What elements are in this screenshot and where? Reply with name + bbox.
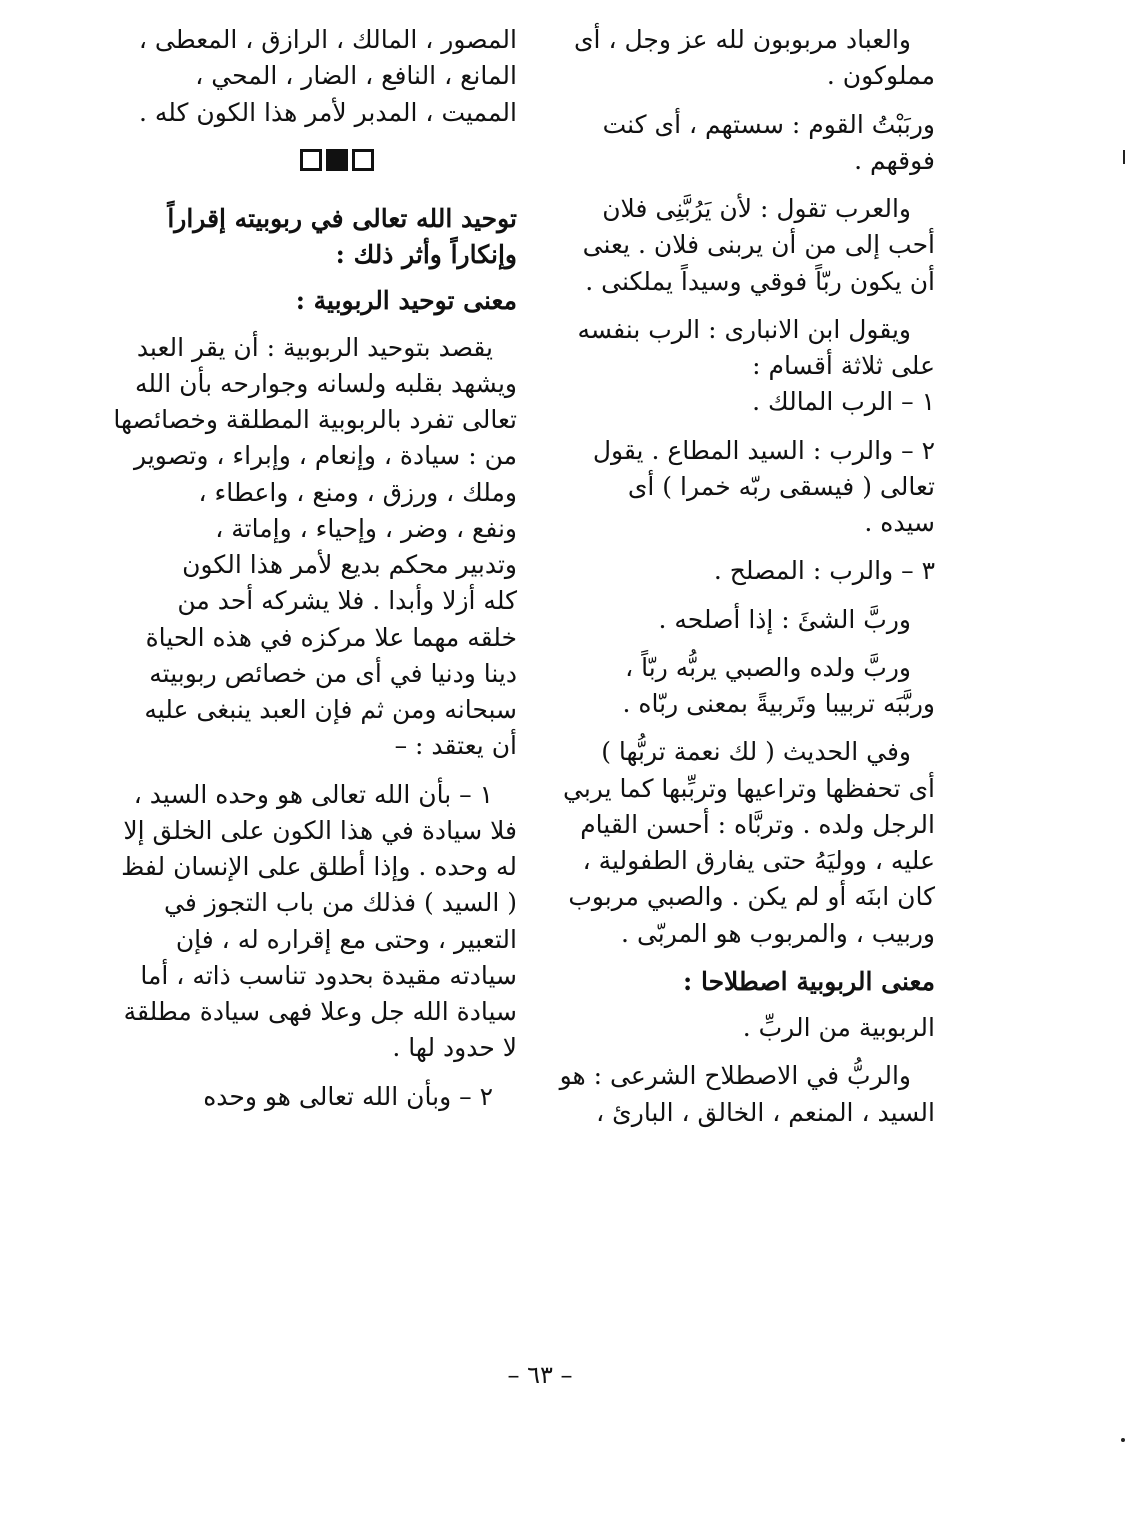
scan-edge-dot xyxy=(1121,1438,1125,1442)
text-line: أحب إلى من أن يربنى فلان . يعنى xyxy=(582,230,935,260)
paragraph xyxy=(563,433,935,542)
text-line: سيادته مقيدة بحدود تناسب ذاته ، أما xyxy=(140,960,517,990)
text-line: له وحده . وإذا أطلق على الإنسان لفظ xyxy=(121,852,517,881)
text-line: الربوبية من الربِّ . xyxy=(742,1013,935,1042)
text-line: السيد ، المنعم ، الخالق ، البارئ ، xyxy=(596,1097,935,1127)
paragraph xyxy=(563,602,935,638)
text-line: ١ – الرب المالك . xyxy=(752,387,935,417)
paragraph xyxy=(563,22,935,95)
paragraph xyxy=(138,22,517,131)
text-line: وربيب ، والمربوب هو المربّى . xyxy=(621,918,935,948)
text-line: ١ – بأن الله تعالى هو وحده السيد ، xyxy=(133,779,493,809)
ornament-filled-box-icon xyxy=(326,149,348,171)
text-line: من : سيادة ، وإنعام ، وإبراء ، وتصوير xyxy=(134,441,517,471)
text-line: على ثلاثة أقسام : xyxy=(752,351,935,380)
text-line: أى تحفظها وتراعيها وتربِّبها كما يربي xyxy=(563,773,935,803)
left-column-top-text xyxy=(138,22,517,131)
text-line: سيده . xyxy=(864,508,935,537)
text-line: أن يعتقد : – xyxy=(394,731,517,761)
text-line: عليه ، ووليَهُ حتى يفارق الطفولية ، xyxy=(582,846,935,875)
paragraph xyxy=(559,1058,935,1131)
text-line: وملك ، ورزق ، ومنع ، واعطاء ، xyxy=(198,477,517,507)
text-line: ونفع ، وضر ، وإحياء ، وإماتة ، xyxy=(215,513,517,543)
paragraph xyxy=(121,777,517,1067)
text-line: وربَّ ولده والصبي يربُّه ربّاً ، xyxy=(625,652,911,682)
paragraph xyxy=(157,1079,517,1115)
section-divider-ornament xyxy=(157,149,517,171)
text-line: المميت ، المدبر لأمر هذا الكون كله . xyxy=(138,97,517,127)
text-line: ٢ – وبأن الله تعالى هو وحده xyxy=(203,1081,493,1111)
text-line: والربُّ في الاصطلاح الشرعى : هو xyxy=(559,1061,911,1091)
text-line: دينا ودنيا في أى من خصائص ربوبيته xyxy=(149,658,517,688)
text-line: ٢ – والرب : السيد المطاع . يقول xyxy=(592,435,935,465)
ornament-box-icon xyxy=(352,149,374,171)
section-subheading xyxy=(157,283,517,319)
text-line: المصور ، المالك ، الرازق ، المعطى ، xyxy=(138,25,517,54)
ornament-box-icon xyxy=(300,149,322,171)
text-line: فوقهم . xyxy=(854,145,935,175)
paragraph xyxy=(563,553,935,589)
text-line: كله أزلا وأبدا . فلا يشركه أحد من xyxy=(177,586,517,616)
text-line: وتدبير محكم بديع لأمر هذا الكون xyxy=(182,550,517,579)
right-column xyxy=(559,22,935,1143)
column-heading xyxy=(563,964,935,1000)
text-line: خلقه مهما علا مركزه في هذه الحياة xyxy=(145,622,517,652)
text-line: تعالى ( فيسقى ربّه خمرا ) أى xyxy=(627,471,935,501)
paragraph xyxy=(563,107,935,180)
text-line: معنى الربوبية اصطلاحا : xyxy=(683,966,935,996)
paragraph xyxy=(563,1010,935,1046)
text-line: والعباد مربوبون لله عز وجل ، أى xyxy=(573,25,911,54)
text-line: وربَّبَه تربيبا وتَربيةً بمعنى ربّاه . xyxy=(622,689,935,718)
text-line: سبحانه ومن ثم فإن العبد ينبغى عليه xyxy=(144,695,517,724)
text-line: وفي الحديث ( لك نعمة تربُّها ) xyxy=(601,737,911,767)
scan-edge-mark xyxy=(1123,150,1125,164)
heading-line: توحيد الله تعالى في ربوبيته إقراراً xyxy=(167,203,517,233)
text-line: لا حدود لها . xyxy=(392,1033,517,1063)
text-line: كان ابنَه أو لم يكن . والصبي مربوب xyxy=(568,882,935,912)
heading-line: وإنكاراً وأثر ذلك : xyxy=(335,240,517,269)
text-line: ( السيد ) فذلك من باب التجوز في xyxy=(164,888,517,918)
text-line: الرجل ولده . وتربَّاه : أحسن القيام xyxy=(580,809,935,839)
section-heading xyxy=(157,201,517,274)
text-line: وربَّ الشئَ : إذا أصلحه . xyxy=(658,604,911,634)
text-line: سيادة الله جل وعلا فهى سيادة مطلقة xyxy=(123,997,517,1026)
paragraph xyxy=(563,650,935,723)
text-line: والعرب تقول : لأن يَرُبَّنِى فلان xyxy=(602,194,911,223)
text-line: ويشهد بقلبه ولسانه وجوارحه بأن الله xyxy=(134,368,517,398)
text-line: المانع ، النافع ، الضار ، المحي ، xyxy=(195,61,517,91)
paragraph xyxy=(113,330,517,765)
left-column xyxy=(113,22,517,1127)
paragraph xyxy=(563,191,935,300)
text-line: ٣ – والرب : المصلح . xyxy=(713,556,935,586)
text-line: التعبير ، وحتى مع إقراره له ، فإن xyxy=(175,924,517,954)
heading-line: معنى توحيد الربوبية : xyxy=(295,286,517,316)
text-line: يقصد بتوحيد الربوبية : أن يقر العبد xyxy=(136,332,493,362)
text-line: مملوكون . xyxy=(826,61,935,91)
page-number: – ٦٣ – xyxy=(507,1361,573,1389)
text-line: وربَبْتُ القوم : سستهم ، أى كنت xyxy=(602,109,935,139)
paragraph xyxy=(563,312,935,421)
text-line: ويقول ابن الانبارى : الرب بنفسه xyxy=(577,314,911,344)
text-line: فلا سيادة في هذا الكون على الخلق إلا xyxy=(123,815,517,845)
text-line: أن يكون ربّاً فوقي وسيداً يملكنى . xyxy=(585,266,935,296)
text-line: تعالى تفرد بالربوبية المطلقة وخصائصها xyxy=(113,405,517,434)
paragraph xyxy=(563,734,935,952)
left-column-body xyxy=(113,330,517,1115)
